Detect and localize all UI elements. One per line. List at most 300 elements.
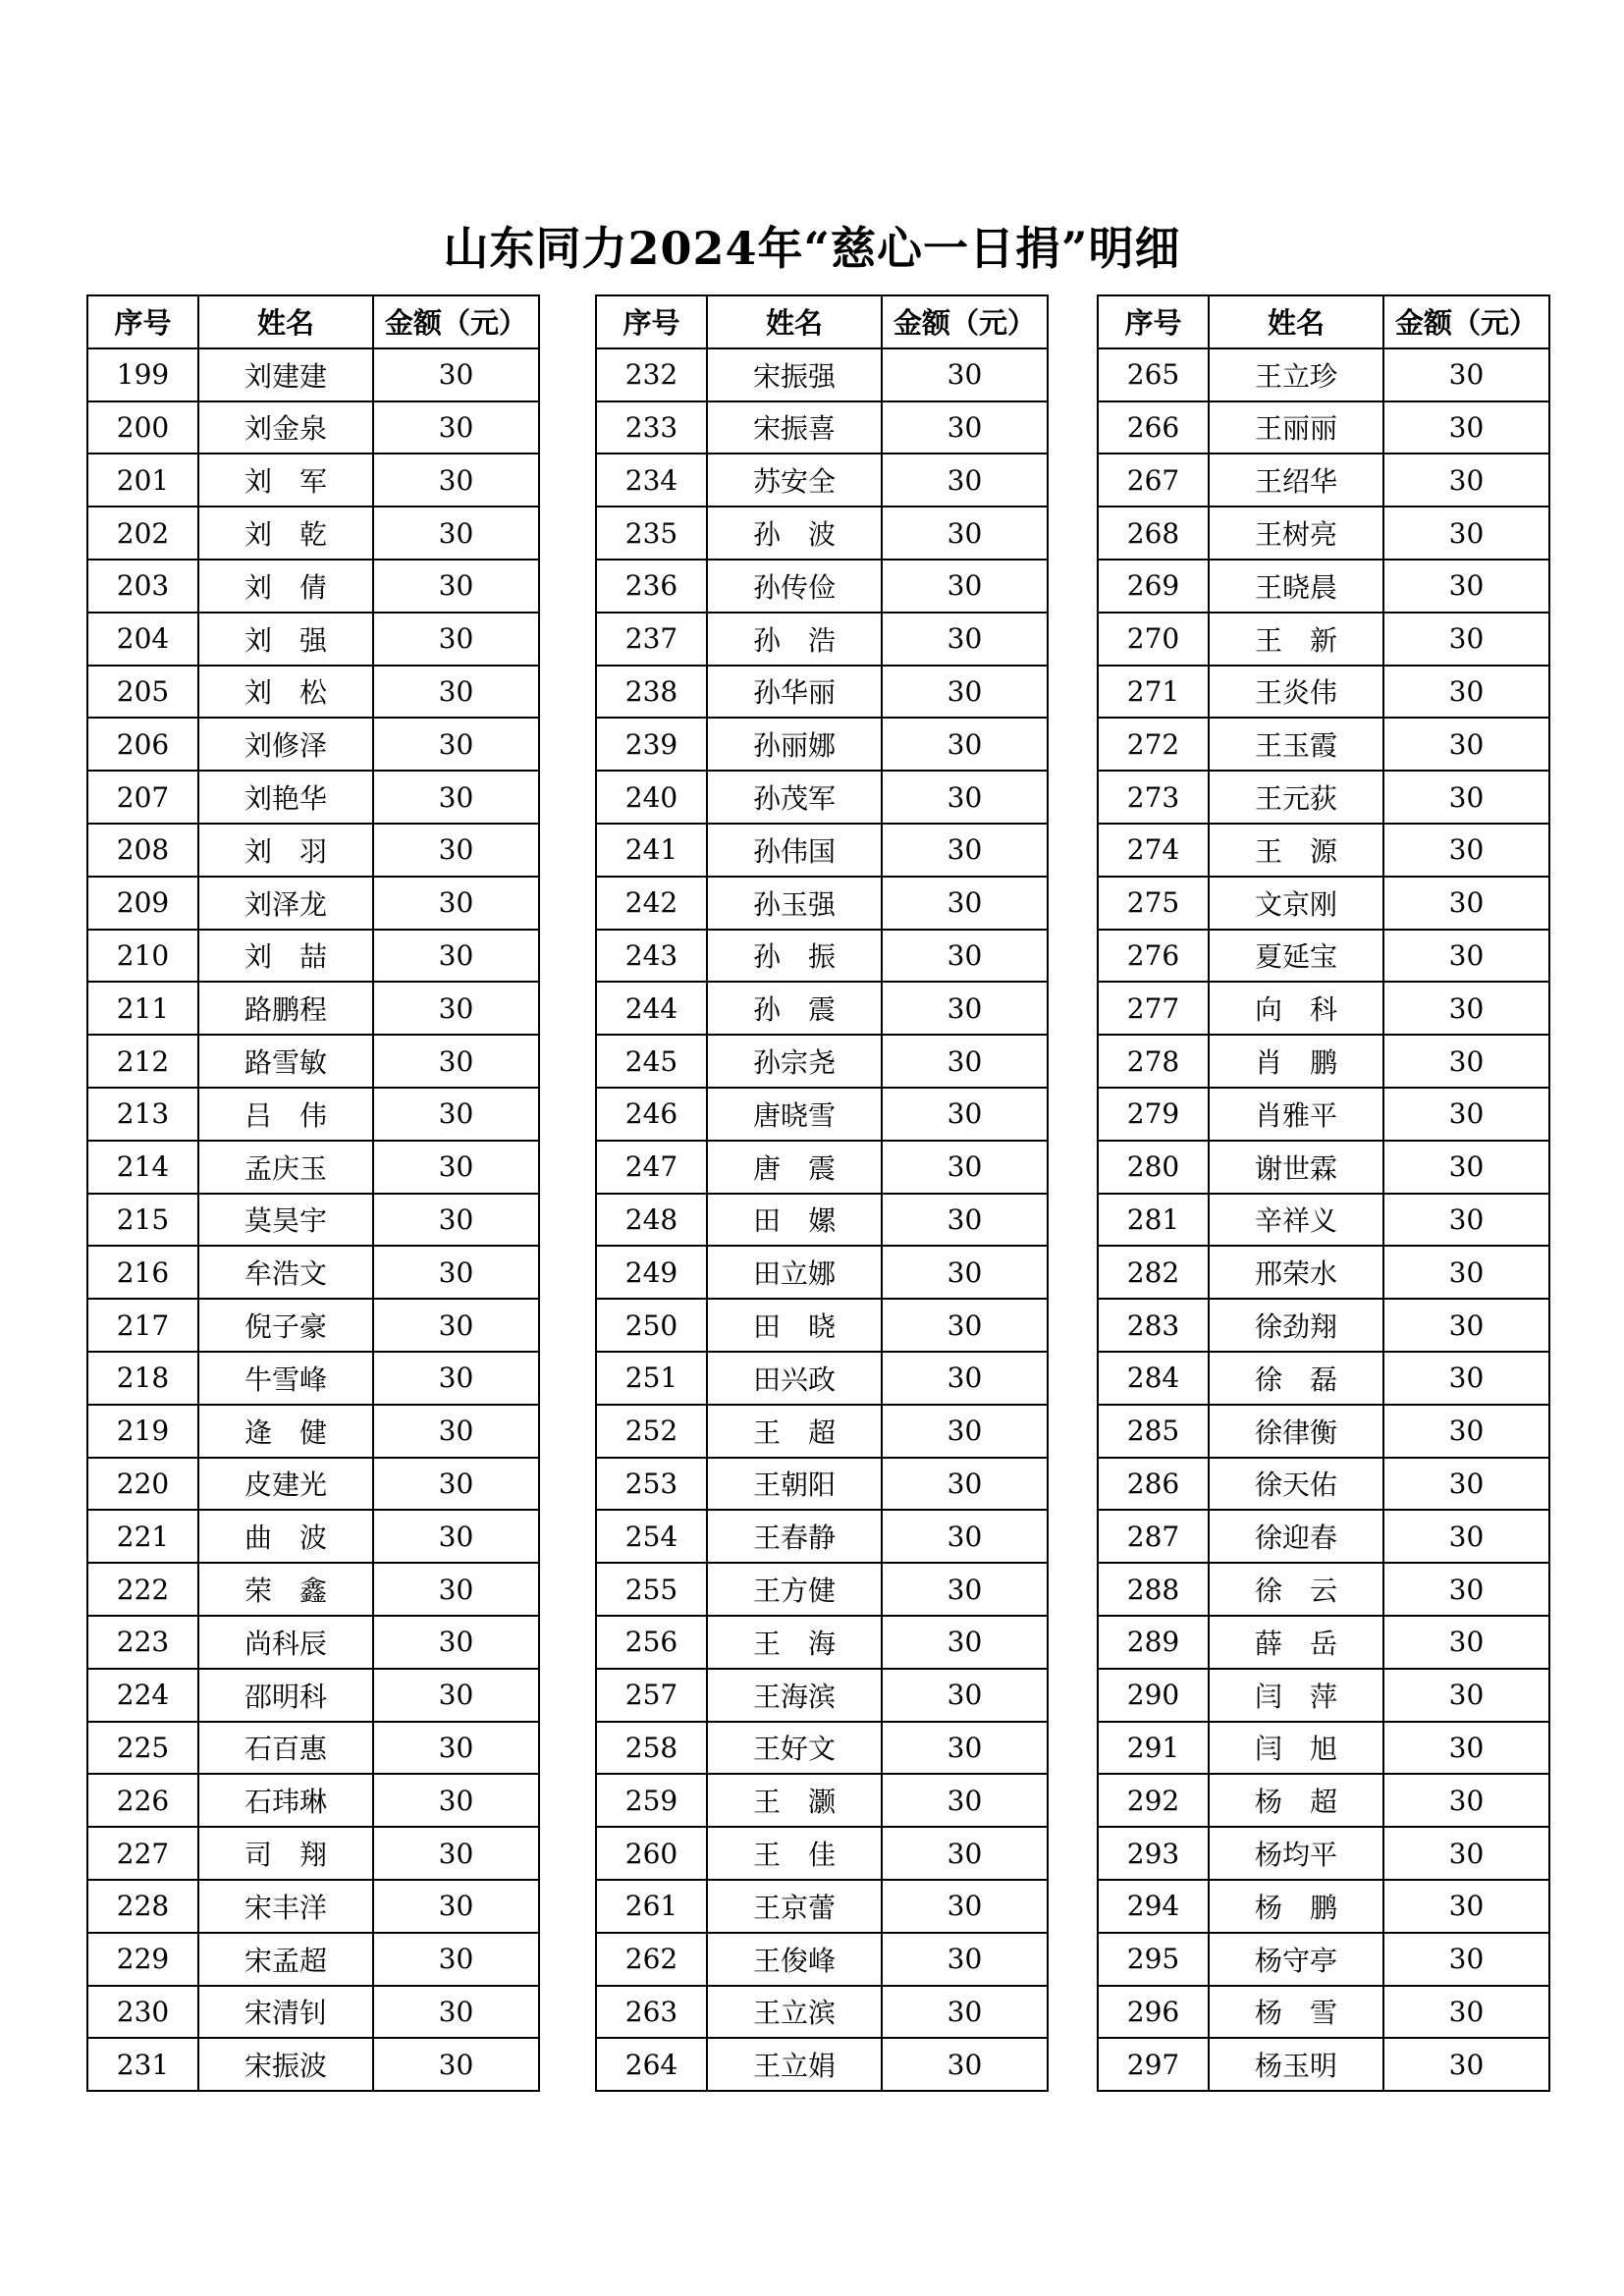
row-seq: 268 xyxy=(1098,507,1209,560)
table-row xyxy=(596,771,1048,824)
row-seq: 248 xyxy=(596,1194,707,1247)
table-row xyxy=(1098,1510,1549,1563)
table-row xyxy=(1098,930,1549,983)
row-name: 王方健 xyxy=(707,1563,882,1616)
row-seq: 251 xyxy=(596,1352,707,1405)
row-name: 尚科辰 xyxy=(198,1616,373,1669)
table-row xyxy=(87,2038,539,2091)
row-seq: 243 xyxy=(596,930,707,983)
row-amount: 30 xyxy=(373,2038,539,2091)
table-row xyxy=(87,1933,539,1986)
row-name: 徐劲翔 xyxy=(1209,1299,1383,1352)
row-amount: 30 xyxy=(1383,1827,1549,1880)
table-row xyxy=(596,1669,1048,1722)
row-amount: 30 xyxy=(882,1299,1048,1352)
row-name: 莫昊宇 xyxy=(198,1194,373,1247)
row-amount: 30 xyxy=(373,1352,539,1405)
row-seq: 225 xyxy=(87,1722,198,1775)
row-name: 刘艳华 xyxy=(198,771,373,824)
row-name: 肖 鹏 xyxy=(1209,1035,1383,1088)
table-row xyxy=(87,1299,539,1352)
row-amount: 30 xyxy=(882,1035,1048,1088)
row-amount: 30 xyxy=(1383,1141,1549,1194)
row-amount: 30 xyxy=(1383,1299,1549,1352)
row-seq: 246 xyxy=(596,1088,707,1141)
table-row xyxy=(87,1458,539,1511)
row-seq: 288 xyxy=(1098,1563,1209,1616)
row-name: 宋丰洋 xyxy=(198,1880,373,1933)
row-seq: 275 xyxy=(1098,877,1209,930)
row-seq: 270 xyxy=(1098,613,1209,666)
row-seq: 219 xyxy=(87,1405,198,1458)
table-row xyxy=(1098,877,1549,930)
row-amount: 30 xyxy=(373,507,539,560)
row-name: 刘泽龙 xyxy=(198,877,373,930)
row-seq: 265 xyxy=(1098,348,1209,401)
row-amount: 30 xyxy=(882,877,1048,930)
row-name: 孙 波 xyxy=(707,507,882,560)
row-seq: 258 xyxy=(596,1722,707,1775)
table-row xyxy=(1098,401,1549,454)
table-row xyxy=(596,613,1048,666)
row-name: 杨 雪 xyxy=(1209,1986,1383,2039)
row-amount: 30 xyxy=(882,1194,1048,1247)
row-amount: 30 xyxy=(373,877,539,930)
row-seq: 266 xyxy=(1098,401,1209,454)
row-name: 徐 云 xyxy=(1209,1563,1383,1616)
row-name: 王好文 xyxy=(707,1722,882,1775)
table-row xyxy=(87,666,539,719)
row-amount: 30 xyxy=(1383,666,1549,719)
row-name: 孙 振 xyxy=(707,930,882,983)
table-row xyxy=(1098,507,1549,560)
row-seq: 262 xyxy=(596,1933,707,1986)
row-amount: 30 xyxy=(1383,1194,1549,1247)
row-amount: 30 xyxy=(373,1458,539,1511)
row-amount: 30 xyxy=(373,1299,539,1352)
row-amount: 30 xyxy=(882,982,1048,1035)
row-amount: 30 xyxy=(373,401,539,454)
table-row xyxy=(1098,560,1549,613)
table-row xyxy=(87,718,539,771)
table-row xyxy=(87,1616,539,1669)
row-amount: 30 xyxy=(1383,560,1549,613)
row-seq: 217 xyxy=(87,1299,198,1352)
row-name: 邢荣水 xyxy=(1209,1246,1383,1299)
row-amount: 30 xyxy=(373,1405,539,1458)
table-row xyxy=(596,1722,1048,1775)
table-row xyxy=(1098,1246,1549,1299)
row-seq: 279 xyxy=(1098,1088,1209,1141)
row-name: 王立滨 xyxy=(707,1986,882,2039)
table-row xyxy=(87,930,539,983)
row-seq: 255 xyxy=(596,1563,707,1616)
row-name: 王 佳 xyxy=(707,1827,882,1880)
row-amount: 30 xyxy=(373,1880,539,1933)
row-amount: 30 xyxy=(882,1669,1048,1722)
row-name: 王晓晨 xyxy=(1209,560,1383,613)
row-name: 宋振强 xyxy=(707,348,882,401)
row-name: 田立娜 xyxy=(707,1246,882,1299)
table-row xyxy=(596,982,1048,1035)
row-amount: 30 xyxy=(882,560,1048,613)
table-row xyxy=(596,718,1048,771)
row-amount: 30 xyxy=(1383,1880,1549,1933)
row-name: 王 超 xyxy=(707,1405,882,1458)
row-name: 刘建建 xyxy=(198,348,373,401)
table-row xyxy=(87,1774,539,1827)
row-amount: 30 xyxy=(373,454,539,507)
row-amount: 30 xyxy=(882,930,1048,983)
row-seq: 235 xyxy=(596,507,707,560)
table-row xyxy=(596,401,1048,454)
table-row xyxy=(596,1141,1048,1194)
row-seq: 247 xyxy=(596,1141,707,1194)
row-seq: 202 xyxy=(87,507,198,560)
table-row xyxy=(1098,1827,1549,1880)
row-seq: 222 xyxy=(87,1563,198,1616)
row-amount: 30 xyxy=(373,1035,539,1088)
row-amount: 30 xyxy=(1383,877,1549,930)
row-amount: 30 xyxy=(882,1563,1048,1616)
row-name: 王树亮 xyxy=(1209,507,1383,560)
row-name: 路鹏程 xyxy=(198,982,373,1035)
row-seq: 214 xyxy=(87,1141,198,1194)
row-amount: 30 xyxy=(1383,1035,1549,1088)
table-row xyxy=(87,1352,539,1405)
row-name: 牟浩文 xyxy=(198,1246,373,1299)
row-amount: 30 xyxy=(1383,824,1549,877)
table-row xyxy=(1098,666,1549,719)
row-name: 田 晓 xyxy=(707,1299,882,1352)
row-amount: 30 xyxy=(1383,1405,1549,1458)
row-name: 石百惠 xyxy=(198,1722,373,1775)
row-seq: 290 xyxy=(1098,1669,1209,1722)
row-seq: 297 xyxy=(1098,2038,1209,2091)
table-row xyxy=(1098,1616,1549,1669)
row-name: 牛雪峰 xyxy=(198,1352,373,1405)
header-seq: 序号 xyxy=(1098,295,1209,348)
row-seq: 260 xyxy=(596,1827,707,1880)
row-amount: 30 xyxy=(373,982,539,1035)
table-row xyxy=(87,982,539,1035)
row-seq: 291 xyxy=(1098,1722,1209,1775)
row-name: 辛祥义 xyxy=(1209,1194,1383,1247)
row-seq: 232 xyxy=(596,348,707,401)
table-row xyxy=(1098,1141,1549,1194)
row-name: 刘 羽 xyxy=(198,824,373,877)
row-amount: 30 xyxy=(1383,1774,1549,1827)
row-name: 薛 岳 xyxy=(1209,1616,1383,1669)
row-seq: 234 xyxy=(596,454,707,507)
table-row xyxy=(596,1933,1048,1986)
donation-table-3 xyxy=(1097,294,1550,2092)
table-row xyxy=(596,877,1048,930)
table-row xyxy=(596,1986,1048,2039)
row-name: 闫 萍 xyxy=(1209,1669,1383,1722)
row-seq: 287 xyxy=(1098,1510,1209,1563)
row-name: 孟庆玉 xyxy=(198,1141,373,1194)
row-amount: 30 xyxy=(1383,1933,1549,1986)
row-amount: 30 xyxy=(373,1986,539,2039)
table-row xyxy=(596,1035,1048,1088)
row-amount: 30 xyxy=(882,1405,1048,1458)
row-seq: 281 xyxy=(1098,1194,1209,1247)
row-name: 杨均平 xyxy=(1209,1827,1383,1880)
row-amount: 30 xyxy=(882,1510,1048,1563)
row-seq: 283 xyxy=(1098,1299,1209,1352)
row-amount: 30 xyxy=(882,1933,1048,1986)
row-name: 邵明科 xyxy=(198,1669,373,1722)
table-row xyxy=(87,1986,539,2039)
table-row xyxy=(596,560,1048,613)
row-amount: 30 xyxy=(1383,930,1549,983)
row-seq: 201 xyxy=(87,454,198,507)
row-name: 徐律衡 xyxy=(1209,1405,1383,1458)
row-seq: 238 xyxy=(596,666,707,719)
row-seq: 241 xyxy=(596,824,707,877)
row-amount: 30 xyxy=(882,1458,1048,1511)
row-seq: 211 xyxy=(87,982,198,1035)
row-name: 荣 鑫 xyxy=(198,1563,373,1616)
table-row xyxy=(1098,2038,1549,2091)
table-row xyxy=(87,1141,539,1194)
row-seq: 277 xyxy=(1098,982,1209,1035)
row-amount: 30 xyxy=(882,401,1048,454)
row-amount: 30 xyxy=(882,666,1048,719)
table-row xyxy=(87,613,539,666)
table-row xyxy=(596,1774,1048,1827)
row-seq: 227 xyxy=(87,1827,198,1880)
row-name: 王朝阳 xyxy=(707,1458,882,1511)
row-name: 王立珍 xyxy=(1209,348,1383,401)
row-name: 刘 喆 xyxy=(198,930,373,983)
row-amount: 30 xyxy=(882,348,1048,401)
row-name: 孙传俭 xyxy=(707,560,882,613)
row-amount: 30 xyxy=(882,771,1048,824)
table-row xyxy=(1098,1722,1549,1775)
row-name: 谢世霖 xyxy=(1209,1141,1383,1194)
row-name: 王俊峰 xyxy=(707,1933,882,1986)
header-name: 姓名 xyxy=(198,295,373,348)
row-seq: 278 xyxy=(1098,1035,1209,1088)
table-row xyxy=(596,1405,1048,1458)
table-row xyxy=(596,1563,1048,1616)
row-amount: 30 xyxy=(373,930,539,983)
table-header-row xyxy=(1098,295,1549,348)
row-name: 王 海 xyxy=(707,1616,882,1669)
row-seq: 250 xyxy=(596,1299,707,1352)
row-seq: 252 xyxy=(596,1405,707,1458)
row-name: 文京刚 xyxy=(1209,877,1383,930)
row-seq: 220 xyxy=(87,1458,198,1511)
row-seq: 280 xyxy=(1098,1141,1209,1194)
row-name: 吕 伟 xyxy=(198,1088,373,1141)
row-name: 石玮琳 xyxy=(198,1774,373,1827)
row-amount: 30 xyxy=(373,1933,539,1986)
row-name: 刘 强 xyxy=(198,613,373,666)
row-name: 宋清钊 xyxy=(198,1986,373,2039)
row-seq: 244 xyxy=(596,982,707,1035)
table-row xyxy=(87,401,539,454)
row-amount: 30 xyxy=(373,824,539,877)
row-name: 王立娟 xyxy=(707,2038,882,2091)
row-amount: 30 xyxy=(1383,1986,1549,2039)
table-row xyxy=(596,1458,1048,1511)
row-amount: 30 xyxy=(373,1827,539,1880)
row-seq: 233 xyxy=(596,401,707,454)
row-amount: 30 xyxy=(882,1774,1048,1827)
header-name: 姓名 xyxy=(707,295,882,348)
row-seq: 254 xyxy=(596,1510,707,1563)
table-row xyxy=(1098,1088,1549,1141)
row-amount: 30 xyxy=(373,1722,539,1775)
row-seq: 240 xyxy=(596,771,707,824)
row-amount: 30 xyxy=(373,1194,539,1247)
row-seq: 296 xyxy=(1098,1986,1209,2039)
row-seq: 242 xyxy=(596,877,707,930)
row-name: 曲 波 xyxy=(198,1510,373,1563)
table-row xyxy=(87,1194,539,1247)
row-seq: 207 xyxy=(87,771,198,824)
row-seq: 286 xyxy=(1098,1458,1209,1511)
row-name: 王春静 xyxy=(707,1510,882,1563)
row-seq: 273 xyxy=(1098,771,1209,824)
row-name: 孙伟国 xyxy=(707,824,882,877)
row-name: 宋振喜 xyxy=(707,401,882,454)
row-name: 孙宗尧 xyxy=(707,1035,882,1088)
row-amount: 30 xyxy=(882,1880,1048,1933)
table-row xyxy=(87,560,539,613)
row-seq: 236 xyxy=(596,560,707,613)
row-amount: 30 xyxy=(1383,1352,1549,1405)
table-row xyxy=(87,1827,539,1880)
table-row xyxy=(1098,348,1549,401)
row-name: 王 新 xyxy=(1209,613,1383,666)
table-row xyxy=(596,454,1048,507)
row-seq: 205 xyxy=(87,666,198,719)
row-name: 王 灏 xyxy=(707,1774,882,1827)
table-row xyxy=(1098,982,1549,1035)
row-name: 王炎伟 xyxy=(1209,666,1383,719)
row-amount: 30 xyxy=(1383,348,1549,401)
row-amount: 30 xyxy=(373,1563,539,1616)
table-row xyxy=(87,1669,539,1722)
row-amount: 30 xyxy=(882,1986,1048,2039)
table-row xyxy=(596,1088,1048,1141)
table-row xyxy=(596,1194,1048,1247)
row-amount: 30 xyxy=(882,1616,1048,1669)
row-name: 逄 健 xyxy=(198,1405,373,1458)
row-seq: 231 xyxy=(87,2038,198,2091)
row-name: 唐晓雪 xyxy=(707,1088,882,1141)
row-seq: 203 xyxy=(87,560,198,613)
row-amount: 30 xyxy=(1383,1458,1549,1511)
row-name: 路雪敏 xyxy=(198,1035,373,1088)
row-amount: 30 xyxy=(882,1246,1048,1299)
row-name: 王丽丽 xyxy=(1209,401,1383,454)
row-amount: 30 xyxy=(882,1088,1048,1141)
table-row xyxy=(87,877,539,930)
row-name: 王海滨 xyxy=(707,1669,882,1722)
row-seq: 200 xyxy=(87,401,198,454)
table-row xyxy=(1098,1986,1549,2039)
table-row xyxy=(87,1088,539,1141)
row-name: 刘 乾 xyxy=(198,507,373,560)
table-row xyxy=(87,1880,539,1933)
table-header-row xyxy=(87,295,539,348)
table-row xyxy=(87,507,539,560)
row-name: 孙玉强 xyxy=(707,877,882,930)
row-name: 杨 超 xyxy=(1209,1774,1383,1827)
row-seq: 267 xyxy=(1098,454,1209,507)
page-title: 山东同力2024年“慈心一日捐”明细 xyxy=(443,222,1181,275)
row-name: 闫 旭 xyxy=(1209,1722,1383,1775)
row-amount: 30 xyxy=(373,1141,539,1194)
table-row xyxy=(596,1352,1048,1405)
row-amount: 30 xyxy=(1383,613,1549,666)
row-seq: 264 xyxy=(596,2038,707,2091)
row-amount: 30 xyxy=(1383,454,1549,507)
row-seq: 259 xyxy=(596,1774,707,1827)
row-seq: 226 xyxy=(87,1774,198,1827)
row-name: 刘 倩 xyxy=(198,560,373,613)
row-amount: 30 xyxy=(373,1669,539,1722)
row-amount: 30 xyxy=(882,824,1048,877)
table-row xyxy=(1098,1194,1549,1247)
row-name: 向 科 xyxy=(1209,982,1383,1035)
row-amount: 30 xyxy=(882,1141,1048,1194)
row-seq: 218 xyxy=(87,1352,198,1405)
table-row xyxy=(596,1616,1048,1669)
row-name: 徐 磊 xyxy=(1209,1352,1383,1405)
row-name: 刘 军 xyxy=(198,454,373,507)
row-amount: 30 xyxy=(1383,771,1549,824)
row-amount: 30 xyxy=(1383,1616,1549,1669)
row-seq: 292 xyxy=(1098,1774,1209,1827)
header-seq: 序号 xyxy=(596,295,707,348)
table-row xyxy=(87,1246,539,1299)
row-seq: 249 xyxy=(596,1246,707,1299)
row-amount: 30 xyxy=(882,1352,1048,1405)
row-seq: 272 xyxy=(1098,718,1209,771)
row-seq: 253 xyxy=(596,1458,707,1511)
row-amount: 30 xyxy=(882,454,1048,507)
table-row xyxy=(1098,1458,1549,1511)
row-amount: 30 xyxy=(373,666,539,719)
table-row xyxy=(596,1246,1048,1299)
row-seq: 199 xyxy=(87,348,198,401)
table-row xyxy=(596,507,1048,560)
row-name: 刘金泉 xyxy=(198,401,373,454)
row-amount: 30 xyxy=(882,1722,1048,1775)
row-seq: 245 xyxy=(596,1035,707,1088)
table-row xyxy=(1098,1563,1549,1616)
row-amount: 30 xyxy=(373,718,539,771)
row-amount: 30 xyxy=(373,771,539,824)
table-row xyxy=(596,930,1048,983)
table-row xyxy=(87,824,539,877)
row-seq: 294 xyxy=(1098,1880,1209,1933)
table-row xyxy=(1098,1774,1549,1827)
row-seq: 284 xyxy=(1098,1352,1209,1405)
table-row xyxy=(1098,1669,1549,1722)
row-name: 唐 震 xyxy=(707,1141,882,1194)
table-row xyxy=(596,348,1048,401)
row-seq: 261 xyxy=(596,1880,707,1933)
table-row xyxy=(1098,1299,1549,1352)
header-amount: 金额（元） xyxy=(373,295,539,348)
